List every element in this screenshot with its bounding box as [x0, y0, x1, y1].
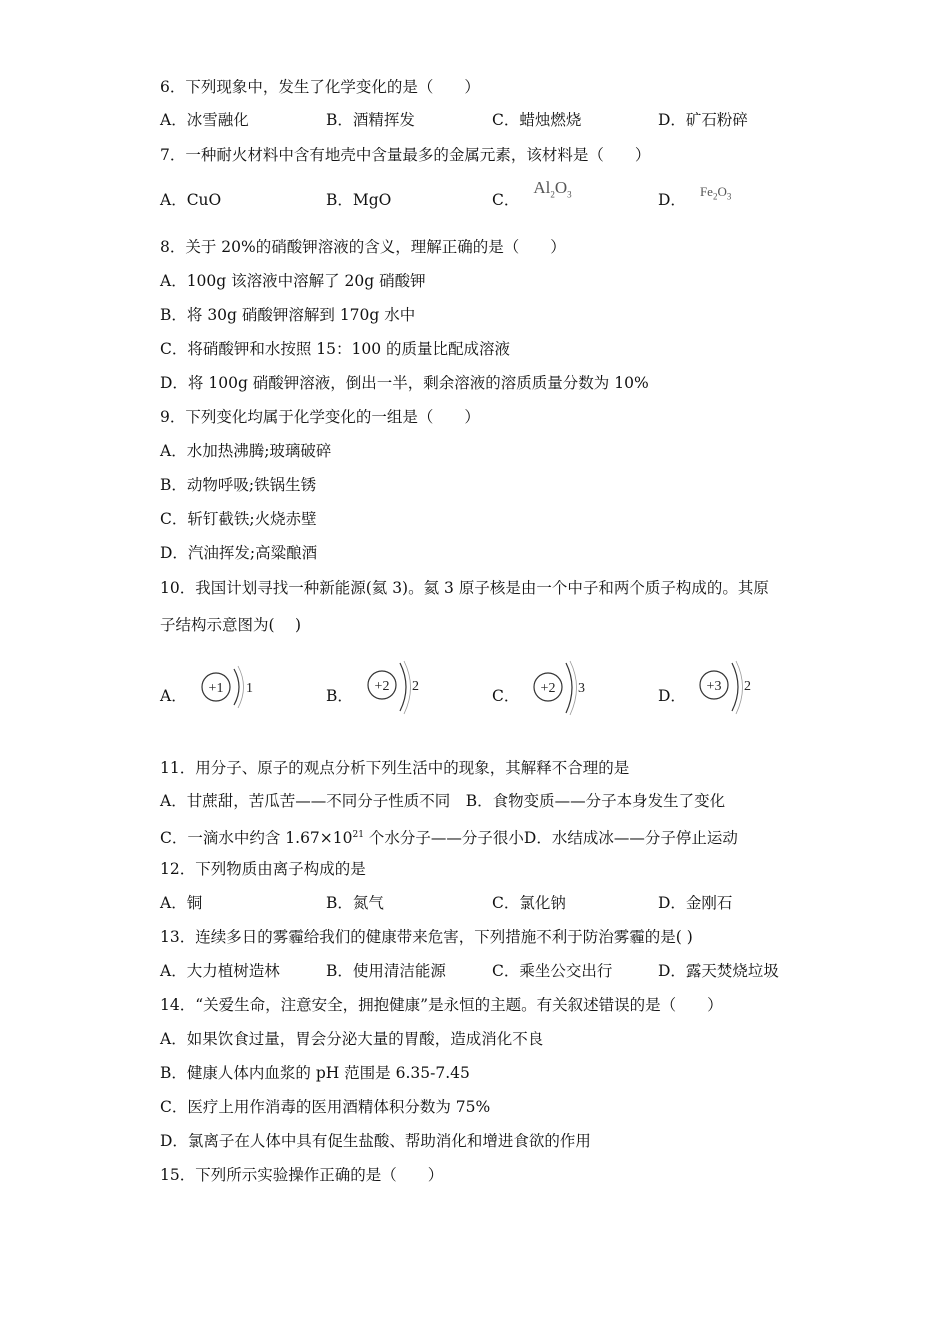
atom-diagram-b	[360, 658, 430, 718]
q14-option-b: B．健康人体内血浆的 pH 范围是 6.35-7.45	[160, 1064, 470, 1082]
question-6-options	[160, 110, 800, 132]
question-15-stem: 15．下列所示实验操作正确的是（ ）	[160, 1166, 444, 1184]
question-11-stem: 11．用分子、原子的观点分析下列生活中的现象，其解释不合理的是	[160, 759, 630, 777]
question-10-stem-line2: 子结构示意图为( )	[160, 616, 302, 634]
question-13-stem: 13．连续多日的雾霾给我们的健康带来危害，下列措施不利于防治雾霾的是( )	[160, 928, 693, 946]
atom-diagram-d	[692, 658, 762, 718]
nucleus-charge: +3	[706, 679, 722, 694]
q8-option-b: B．将 30g 硝酸钾溶解到 170g 水中	[160, 306, 416, 324]
question-13-options	[160, 961, 800, 983]
q8-option-c: C．将硝酸钾和水按照 15：100 的质量比配成溶液	[160, 340, 511, 358]
question-10-stem-line1: 10．我国计划寻找一种新能源(氦 3)。氦 3 原子核是由一个中子和两个质子构成的。其原	[160, 579, 769, 597]
formula-al2o3: $Al_2O_3$	[533, 178, 572, 200]
q9-option-c: C．斩钉截铁;火烧赤壁	[160, 510, 317, 528]
nucleus-charge: +2	[540, 681, 556, 696]
question-6-stem: 6．下列现象中，发生了化学变化的是（ ）	[160, 78, 480, 96]
q13-option-b: B．使用清洁能源	[326, 962, 446, 980]
q12-option-c: C．氯化钠	[492, 894, 566, 912]
q6-option-c: C．蜡烛燃烧	[492, 111, 582, 129]
electron-count: 1	[246, 681, 253, 696]
q6-option-b: B．酒精挥发	[326, 111, 415, 129]
q12-option-d: D．金刚石	[658, 894, 733, 912]
q7-option-a: A．CuO	[160, 191, 222, 209]
q14-option-a: A．如果饮食过量，胃会分泌大量的胃酸，造成消化不良	[160, 1030, 544, 1048]
question-9-stem: 9．下列变化均属于化学变化的一组是（ ）	[160, 408, 480, 426]
question-14-stem: 14．“关爱生命，注意安全，拥抱健康”是永恒的主题。有关叙述错误的是（ ）	[160, 996, 723, 1014]
q9-option-a: A．水加热沸腾;玻璃破碎	[160, 442, 332, 460]
formula-fe2o3: Fe2O3	[699, 184, 732, 202]
q13-option-d: D．露天焚烧垃圾	[658, 962, 779, 980]
q6-option-d: D．矿石粉碎	[658, 111, 748, 129]
electron-count: 3	[578, 681, 585, 696]
nucleus-charge: +1	[208, 681, 224, 696]
question-8-stem: 8．关于 20%的硝酸钾溶液的含义，理解正确的是（ ）	[160, 238, 566, 256]
electron-count: 2	[412, 679, 419, 694]
question-7-stem: 7．一种耐火材料中含有地壳中含量最多的金属元素，该材料是（ ）	[160, 146, 651, 164]
electron-count: 2	[744, 679, 751, 694]
atom-diagram-a	[194, 658, 264, 718]
q12-option-a: A．铜	[160, 894, 203, 912]
q7-option-d: D． $^{Fe_2O_3}$	[658, 184, 732, 209]
question-12-options	[160, 893, 800, 915]
q8-option-d: D．将 100g 硝酸钾溶液，倒出一半，剩余溶液的溶质质量分数为 10%	[160, 374, 649, 392]
q8-option-a: A．100g 该溶液中溶解了 20g 硝酸钾	[160, 272, 426, 290]
nucleus-charge: +2	[374, 679, 390, 694]
q11-options-ab: A．甘蔗甜，苦瓜苦——不同分子性质不同 B．食物变质——分子本身发生了变化	[160, 792, 726, 810]
q6-option-a: A．冰雪融化	[160, 111, 249, 129]
question-7-options	[160, 178, 800, 212]
atom-diagram-c	[526, 658, 596, 718]
question-12-stem: 12．下列物质由离子构成的是	[160, 860, 366, 878]
q7-option-c: C．$Al_2O_3$	[492, 178, 572, 209]
q13-option-a: A．大力植树造林	[160, 962, 280, 980]
q14-option-c: C．医疗上用作消毒的医用酒精体积分数为 75%	[160, 1098, 491, 1116]
q12-option-b: B．氮气	[326, 894, 384, 912]
q11-options-cd: C．一滴水中约含 $1.67\times 10^{21}$ 个水分子——分子很小D．水结成冰——分子停止运动	[160, 829, 738, 847]
q13-option-c: C．乘坐公交出行	[492, 962, 613, 980]
question-10-options: A． +1 1 B． +2 2 C． +2 3 D． +3 2	[160, 658, 800, 718]
q14-option-d: D．氯离子在人体中具有促生盐酸、帮助消化和增进食欲的作用	[160, 1132, 591, 1150]
q9-option-d: D．汽油挥发;高粱酿酒	[160, 544, 318, 562]
q7-option-b: B．MgO	[326, 191, 392, 209]
q9-option-b: B．动物呼吸;铁锅生锈	[160, 476, 317, 494]
